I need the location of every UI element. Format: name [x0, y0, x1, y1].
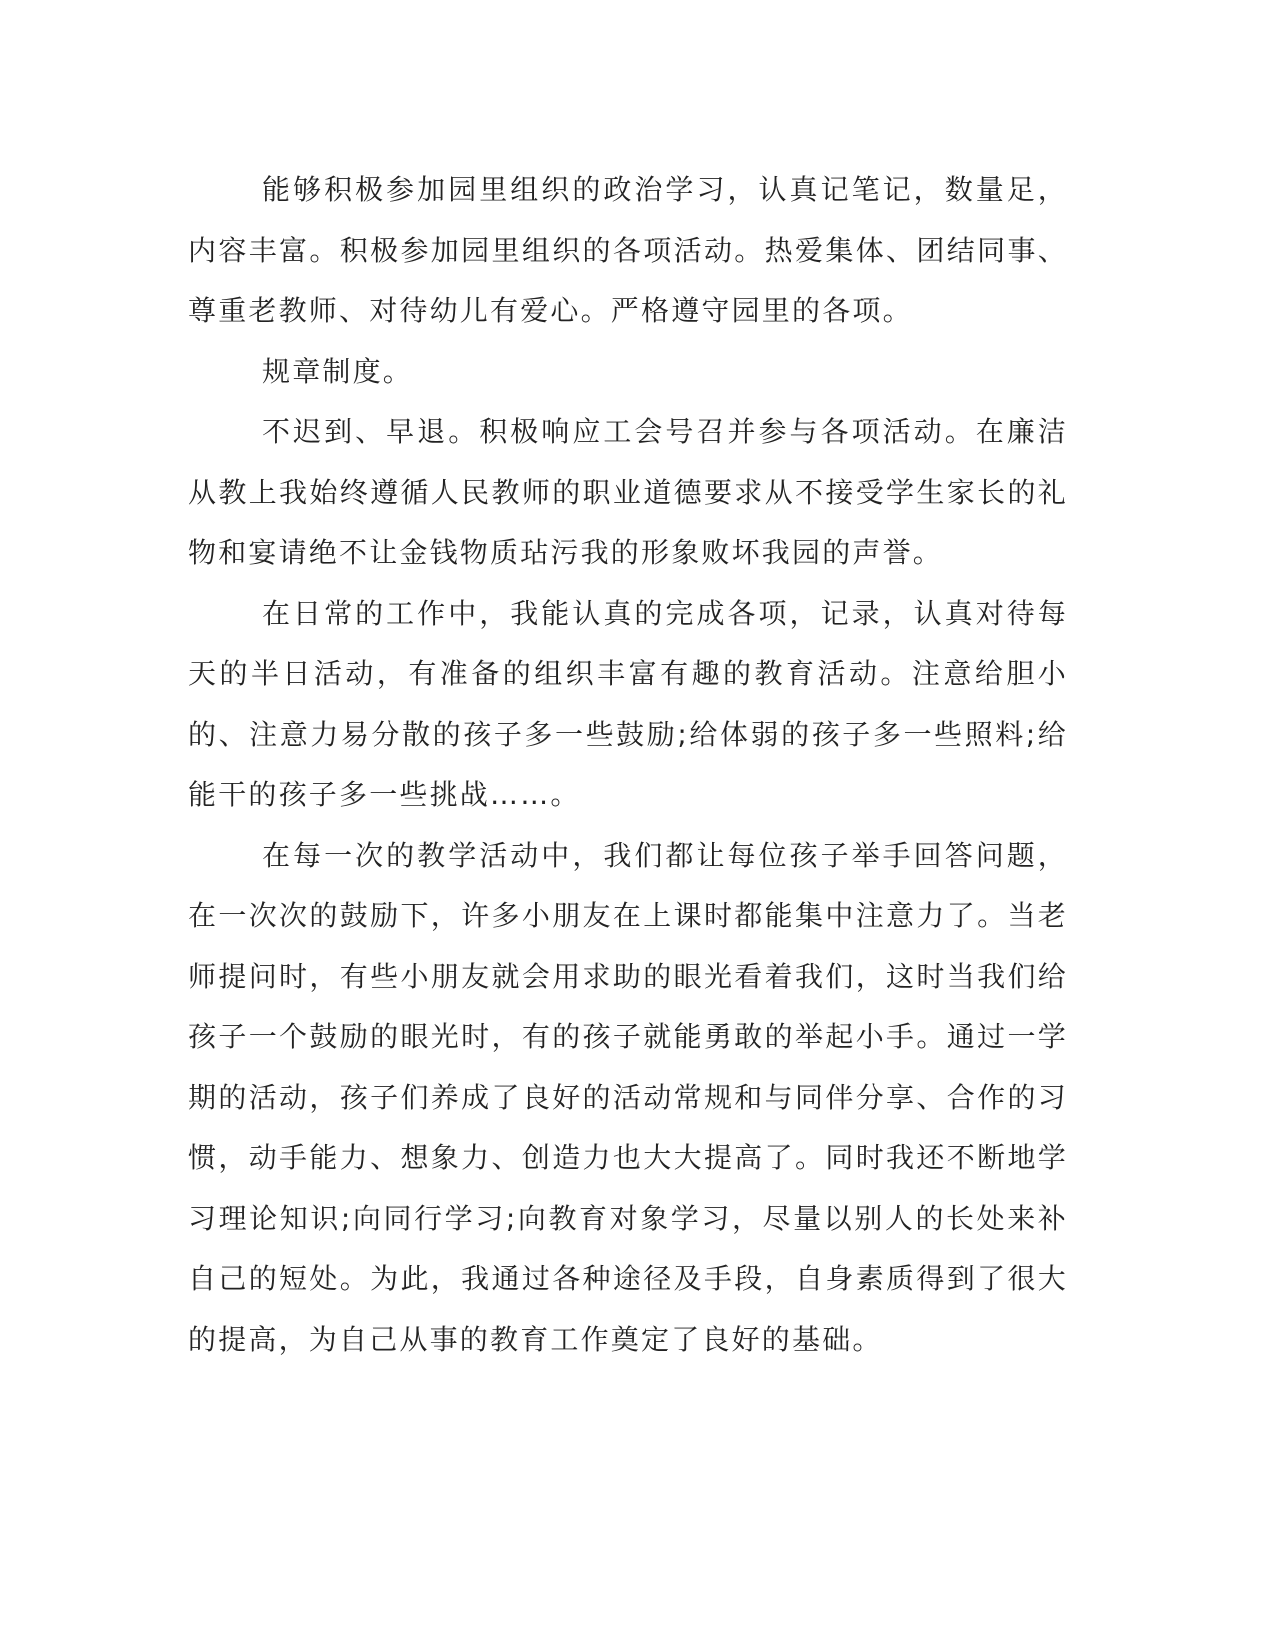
paragraph-rules: 规章制度。 [262, 354, 414, 388]
paragraph-integrity: 不迟到、早退。积极响应工会号召并参与各项活动。在廉洁从教上我始终遵循人民教师的职业道德要求从不接受学生家长的礼物和宴请绝不让金钱物质玷污我的形象败坏我园的声誉。 [188, 415, 1068, 569]
paragraph-teaching-activities: 在每一次的教学活动中，我们都让每位孩子举手回答问题，在一次次的鼓励下，许多小朋友在上课时都能集中注意力了。当老师提问时，有些小朋友就会用求助的眼光看着我们，这时当我们给孩子一个鼓励的眼光时，有的孩子就能勇敢的举起小手。通过一学期的活动，孩子们养成了良好的活动常规和与同伴分享、合作的习惯，动手能力、想象力、创造力也大大提高了。同时我还不断地学习理论知识;向同行学习;向教育对象学习，尽量以别人的长处来补自己的短处。为此，我通过各种途径及手段，自身素质得到了很大的提高，为自己从事的教育工作奠定了良好的基础。 [188, 838, 1068, 1356]
document-body [188, 160, 1068, 1370]
paragraph-political-study: 能够积极参加园里组织的政治学习，认真记笔记，数量足，内容丰富。积极参加园里组织的各项活动。热爱集体、团结同事、尊重老教师、对待幼儿有爱心。严格遵守园里的各项。 [188, 173, 1068, 327]
paragraph-daily-work: 在日常的工作中，我能认真的完成各项，记录，认真对待每天的半日活动，有准备的组织丰富有趣的教育活动。注意给胆小的、注意力易分散的孩子多一些鼓励;给体弱的孩子多一些照料;给能干的孩子多一些挑战……。 [188, 596, 1068, 811]
